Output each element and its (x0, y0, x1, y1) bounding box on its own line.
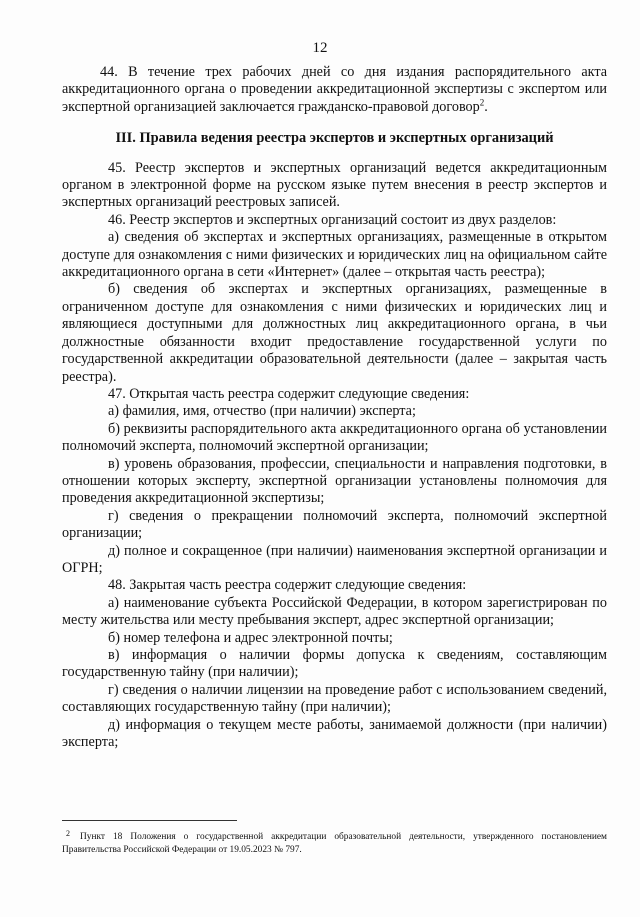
section-heading: III. Правила ведения реестра экспертов и экспертных организаций (115, 130, 554, 147)
footnote-reference[interactable]: 2 (479, 97, 485, 108)
paragraph: 46. Реестр экспертов и экспертных организаций состоит из двух разделов: (108, 211, 557, 228)
footnote (62, 827, 607, 857)
paragraph: б) сведения об экспертах и экспертных организациях, размещенные в ограниченном доступе для ознакомления с ними физических и юридических лиц и являющиеся доступными для должностных лиц аккредитационного органа, в чьи должностные обязанности входит предоставление государственной услуги по государственной аккредитации образовательной деятельности (далее – закрытая часть реестра). (62, 281, 607, 385)
page-content (62, 64, 607, 751)
paragraph: г) сведения о прекращении полномочий эксперта, полномочий экспертной организации; (62, 507, 607, 542)
footnote-number: 2 (66, 829, 70, 838)
paragraph: а) фамилия, имя, отчество (при наличии) эксперта; (108, 403, 416, 420)
page-number: 12 (312, 40, 328, 56)
paragraph-44-end: . (484, 98, 488, 115)
footnote-separator (62, 820, 237, 821)
paragraph: 47. Открытая часть реестра содержит следующие сведения: (108, 385, 470, 402)
paragraph: д) информация о текущем месте работы, занимаемой должности (при наличии) эксперта; (62, 716, 607, 751)
paragraph: а) наименование субъекта Российской Федерации, в котором зарегистрирован по месту жительства или месту пребывания эксперт, адрес экспертной организации; (62, 594, 607, 629)
paragraph: г) сведения о наличии лицензии на проведение работ с использованием сведений, составляющих государственную тайну (при наличии); (62, 681, 607, 716)
paragraph: в) информация о наличии формы допуска к сведениям, составляющим государственную тайну (при наличии); (62, 647, 607, 681)
paragraph: б) реквизиты распорядительного акта аккредитационного органа об установлении полномочий эксперта, полномочий экспертной организации; (62, 420, 607, 455)
paragraph: б) номер телефона и адрес электронной почты; (108, 629, 393, 646)
paragraph: 48. Закрытая часть реестра содержит следующие сведения: (108, 577, 467, 594)
paragraph-44-text: 44. В течение трех рабочих дней со дня издания распорядительного акта аккредитационного органа о проведении аккредитационной экспертизы с экспертом или экспертной организацией заключается гражданско-правовой договор (62, 64, 607, 115)
footnote-text: Пункт 18 Положения о государственной аккредитации образовательной деятельности, утвержденного постановлением Правительства Российской Федерации от 19.05.2023 № 797. (62, 832, 607, 855)
paragraph: в) уровень образования, профессии, специальности и направления подготовки, в отношении которых эксперту, экспертной организации установлены полномочия для проведения аккредитационной экспертизы; (62, 455, 607, 507)
paragraph: 45. Реестр экспертов и экспертных организаций ведется аккредитационным органом в электронной форме на русском языке путем внесения в реестр экспертов и экспертных организаций реестровых записей. (62, 159, 607, 211)
paragraph: д) полное и сокращенное (при наличии) наименования экспертной организации и ОГРН; (62, 542, 607, 576)
paragraph: а) сведения об экспертах и экспертных организациях, размещенные в открытом доступе для ознакомления с ними физических и юридических лиц на официальном сайте аккредитационного органа в сети «Интернет» (далее – открытая часть реестра); (62, 229, 607, 281)
paragraph-44 (62, 64, 607, 116)
